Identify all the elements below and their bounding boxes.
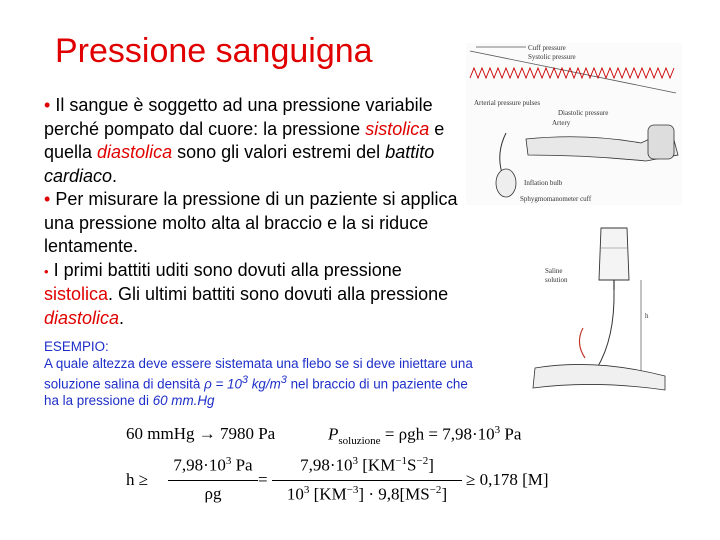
bullet-dot: • [44,95,51,115]
term-sistolica-2: sistolica [44,284,109,304]
bullet-list [44,94,464,330]
label-artery: Artery [552,119,571,127]
example-text-b: = 10 [211,376,242,392]
eq-p-sub: soluzione [338,435,381,448]
fraction-2-line [272,480,462,481]
eq-unit: Pa [500,424,522,444]
num2-end: ] [428,455,434,475]
term-sistolica: sistolica [365,118,430,139]
fraction-2-numerator [272,455,462,476]
den2-b: [KM [309,484,347,504]
example-text-a: A quale altezza deve essere sistemata una flebo se si deve iniettare una soluzione salina di densità [44,356,473,392]
num2-unit: [KM [358,455,396,475]
num1-unit: Pa [231,455,253,475]
equation-conversion: 60 mmHg → 7980 Pa [126,424,276,443]
equation-h-ge: h ≥ [126,470,149,489]
bullet-dot: • [44,263,49,279]
bullet-1 [44,94,464,188]
num2-e1: −1 [395,455,408,467]
label-sphygmo-cuff: Sphygmomanometer cuff [520,195,592,203]
equation-pressure [328,424,521,447]
fraction-2-denominator [272,484,462,505]
label-h: h [645,312,649,320]
bullet-1-text-a: Il sangue è soggetto ad una pressione variabile perché pompato dal cuore: la pressione [44,95,433,139]
den2-e2: −2 [429,484,442,496]
term-diastolica: diastolica [97,142,173,162]
term-battito-cardiaco: battito cardiaco [44,142,435,186]
label-diastolic-pressure: Diastolic pressure [558,109,609,117]
label-saline: Saline [545,267,563,275]
example-heading: ESEMPIO: [44,339,109,354]
num2-e2: −2 [416,455,429,467]
example-exp: 3 [241,374,249,386]
num1: 7,98·10 [173,455,226,475]
example-text-d: nel braccio di un paziente che ha la pressione di [44,376,468,409]
fraction-1-denominator: ρg [204,484,222,503]
den2-e: −3 [346,484,359,496]
bullet-1-text-d: . [112,165,118,186]
bullet-1-text-b: e quella [44,118,445,162]
bullet-dot: • [44,189,51,209]
rho-symbol: ρ [204,376,212,392]
num2-exp: 3 [352,455,359,467]
equation-result: ≥ 0,178 [M] [466,470,549,489]
num2: 7,98·10 [300,455,353,475]
example-exp2: 3 [280,374,287,386]
bullet-1-text-c: sono gli valori estremi del [172,142,386,162]
term-diastolica-2: diastolica [44,307,120,328]
fraction-1-numerator [168,455,258,476]
num1-exp: 3 [225,455,232,467]
eq-p: P [328,424,339,444]
example-block [44,338,474,409]
den2-exp: 3 [303,484,310,496]
example-text [44,355,474,409]
den2-a: 10 [286,484,304,504]
fraction-1-line [168,480,258,481]
label-arterial-pulses: Arterial pressure pulses [474,99,541,107]
example-pressure: 60 mm.Hg [152,393,215,409]
bullet-2 [44,188,464,259]
bullet-3-text-a: I primi battiti uditi sono dovuti alla pressione [53,259,402,280]
label-cuff-pressure: Cuff pressure [528,44,566,52]
den2-d: ] [441,484,448,504]
eq-exp: 3 [494,424,501,436]
label-systolic-pressure: Systolic pressure [528,53,576,61]
eq-right: = ρgh = 7,98·10 [380,424,495,444]
bullet-3-text-c: . [119,307,125,328]
bullet-2-text: Per misurare la pressione di un paziente si applica una pressione molto alta al braccio e la si riduce lentamente. [44,189,458,256]
den2-c: ] · 9,8[MS [358,484,430,504]
sphygmomanometer-figure [466,43,682,205]
label-solution: solution [545,276,568,284]
bullet-3 [44,259,464,331]
equals-sign: = [258,470,268,489]
slide-title: Pressione sanguigna [55,32,373,70]
saline-drip-figure [505,218,675,398]
num2-s: S [407,455,417,475]
label-inflation-bulb: Inflation bulb [524,179,563,187]
example-text-c: kg/m [248,376,281,392]
bullet-3-text-b: . Gli ultimi battiti sono dovuti alla pressione [108,284,449,304]
